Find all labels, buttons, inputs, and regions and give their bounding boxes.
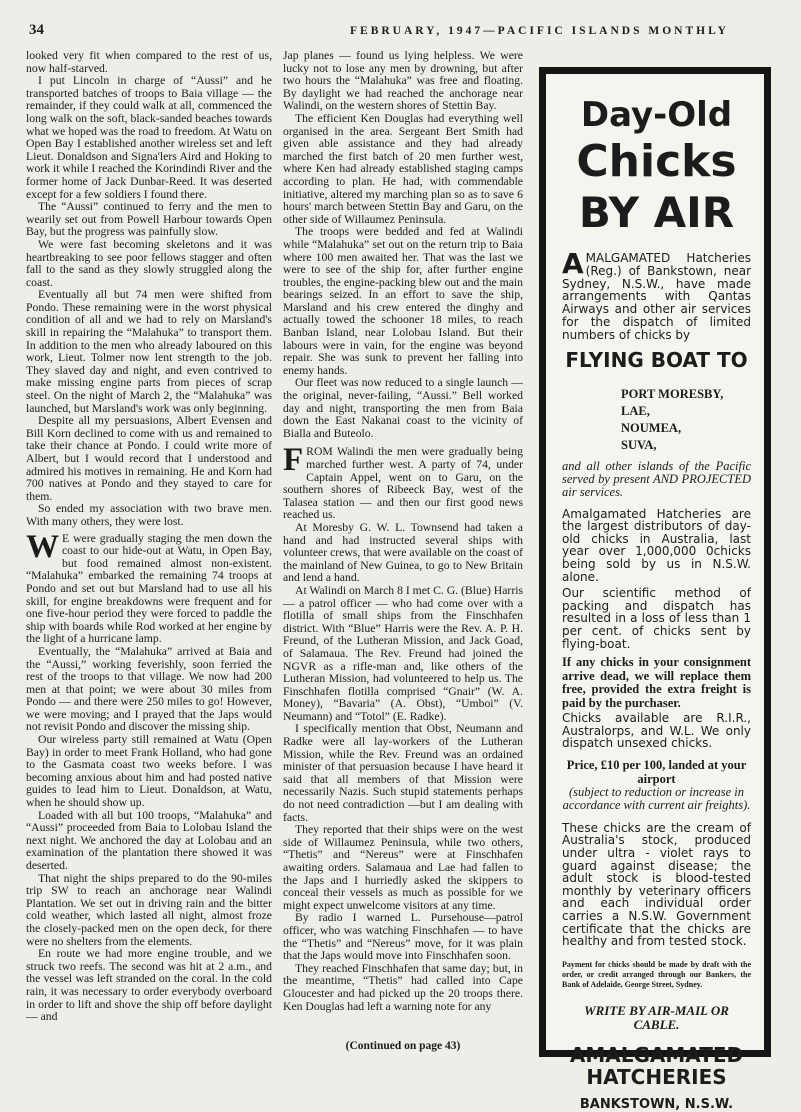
paragraph-text: E were gradually staging the men down the coast to our hide-out at Watu, in Open Bay, but food remained almost non-existent. “Malahuka” embarked the remaining 74 troops at Pondo and set out but Marsland had to use all his skill, for engine breakdowns were frequent and for one five-hour period they were forced to paddle the ship with boards while Rod worked at her engine by the light of a hurricane lamp.	[26, 531, 272, 646]
ad-headline-line-3: BY AIR	[578, 188, 735, 237]
paragraph-text: ROM Walindi the men were gradually being marched further west. A party of 74, under Captain Appel, went on to Garu, on the southern shores of Ribeeck Bay, west of the Talasea station — and then our first good news reached us.	[283, 445, 523, 522]
ad-destination: SUVA,	[621, 437, 657, 452]
paragraph: They reached Finschhafen that same day; but, in the meantime, “Thetis” had called into Cape Gloucester and had picked up the 20 troops there. Ken Douglas had left a warning note for any	[283, 961, 523, 1013]
ad-payment-note: Payment for chicks should be made by draft with the order, or credit arranged through our Bankers, the Bank of Adelaide, George Street, Sydney.	[562, 959, 751, 989]
paragraph: En route we had more engine trouble, and we struck two reefs. The second was hit at 2 a.m., and the vessel was left stranded on the coral. In the cold rain, it was necessary to order everybody overboard in order to lift and shove the ship off before daylight — and	[26, 947, 272, 1024]
article-column-1	[26, 50, 272, 1024]
ad-intro	[562, 247, 751, 342]
ad-quality-text: These chicks are the cream of Australia's stock, produced under ultra - violet rays to guard against disease; the adult stock is blood-tested monthly by veterinary officers and each individual order carries a N.S.W. Government certificate that the chicks are healthy and from tested stock.	[562, 820, 751, 949]
ad-company-name: AMALGAMATED HATCHERIES	[569, 1042, 744, 1089]
paragraph: looked very fit when compared to the rest of us, now half-starved.	[26, 49, 272, 75]
ad-price: Price, £10 per 100, landed at your airport	[566, 757, 747, 786]
ad-destination: PORT MORESBY,	[621, 386, 724, 401]
ad-headline-line-2: Chicks	[576, 136, 737, 187]
paragraph: The “Aussi” continued to ferry and the men to wearily set out from Powell Harbour towards Open Bay, but the progress was painfully slow.	[26, 200, 272, 239]
paragraph: Our wireless party still remained at Watu (Open Bay) in order to meet Frank Holland, who had gone to the Gasmata coast two weeks before. I was becoming anxious about him and had posted native guides to lead him to Lieut. Donaldson, at Watu, when he should show up.	[26, 733, 272, 810]
ad-replace-text: If any chicks in your consignment arrive dead, we will replace them free, provided the extra freight is paid by the purchaser.	[562, 655, 751, 710]
ad-intro-text: MALGAMATED Hatcheries (Reg.) of Bankstown, near Sydney, N.S.W., have made arrangements with Qantas Airways and other air services for the dispatch of limited numbers of chicks by	[562, 251, 751, 342]
page-header	[0, 20, 801, 44]
article-column-2	[283, 50, 523, 1013]
ad-contact-instruction: WRITE BY AIR-MAIL OR CABLE.	[584, 1002, 729, 1032]
paragraph: They reported that their ships were on the west side of Willaumez Peninsula, while two others, “Thetis” and “Nereus” were at Finschhafen awaiting orders. Salamaua and Lae had fallen to the Japs and I hurriedly asked the skippers to conceal their vessels as much as possible for we might expect unwelcome visitors at any time.	[283, 823, 523, 912]
paragraph: Despite all my persuasions, Albert Evensen and Bill Korn declined to come with us and remained to take their chance at Pondo. I could write more of Albert, but I would record that I understood and admired his motives in remaining. He and Korn had 700 natives at Pondo and they stayed to care for them.	[26, 414, 272, 503]
ad-destination: NOUMEA,	[621, 420, 682, 435]
continued-note: (Continued on page 43)	[345, 1040, 461, 1052]
ad-headline-line-1: Day-Old	[580, 95, 733, 135]
drop-cap: F	[283, 442, 304, 479]
paragraph: Eventually, the “Malahuka” arrived at Baia and the “Aussi,” working feverishly, soon ferried the rest of the troops to that village. We now had 200 men at that point; we were about 30 miles from Pondo — and there were 250 miles to go! However, we were moving; and I prayed that the Japs would not revisit Pondo and discover the missing ship.	[26, 644, 272, 734]
ad-available-text: Chicks available are R.I.R., Australorps, and W.L. We only dispatch unsexed chicks.	[562, 711, 751, 751]
ad-drop-cap: A	[562, 247, 584, 280]
paragraph: So ended my association with two brave men. With many others, they were lost.	[26, 502, 272, 528]
drop-cap: W	[26, 528, 59, 565]
paragraph: The efficient Ken Douglas had everything well organised in the area. Sergeant Bert Smith had given able assistance and they had already marched the first batch of 20 men further west, where Ken had already established staging camps according to plan. He had, with commendable initiative, altered my marching plan so as to save 6 hours' march between Stettin Bay and Garu, on the other side of Willaumez Peninsula.	[283, 111, 523, 226]
ad-company-location: BANKSTOWN, N.S.W.	[579, 1096, 734, 1112]
paragraph: At Walindi on March 8 I met C. G. (Blue) Harris — a patrol officer — who had come over with a flotilla of small ships from the Finschhafen district. With “Blue” Harris were the Rev. A. P. H. Freund, of the Lutheran Mission, and Jack Goad, of Salamaua. The Rev. Freund had joined the NGVR as a rifle-man and, like others of the Lutheran Mission, had volunteered to help us. The Finschhafen flotilla comprised “Gnair” (W. A. Money), “Bavaria” (A. Obst), “Umboi” (V. Neumann) and “Totol” (E. Radke).	[283, 583, 524, 723]
paragraph: By radio I warned L. Pursehouse—patrol officer, who was watching Finschhafen — to have the “Thetis” and “Nereus” move, for it was plain that the Japs would move into Finschhafen soon.	[283, 911, 523, 963]
paragraph: Loaded with all but 100 troops, “Malahuka” and “Aussi” proceeded from Baia to Lolobau Island the next night. We anchored the day at Lolobau and an examination of the plantation there showed it was deserted.	[26, 808, 272, 872]
page-number: 34	[29, 22, 44, 38]
ad-flying-boat-heading: FLYING BOAT TO	[565, 347, 748, 372]
ad-destination-list	[621, 386, 751, 454]
advertisement-inner	[546, 74, 764, 1112]
ad-price-note: (subject to reduction or increase in accordance with current air freights).	[562, 784, 751, 812]
paragraph: That night the ships prepared to do the 90-miles trip SW to reach an anchorage near Walindi Plantation. We set out in driving rain and the bitter cold weather, which lasted all night, almost froze the closely-packed men on the open deck, for there were no shelters from the elements.	[26, 871, 272, 948]
paragraph: Jap planes — found us lying helpless. We were lucky not to lose any men by drowning, but after two hours the “Malahuka” was free and floating. By daylight we had reached the anchorage near Walindi, on the western shores of Stettin Bay.	[283, 49, 523, 113]
section-paragraph	[283, 442, 523, 522]
paragraph: I specifically mention that Obst, Neumann and Radke were all lay-workers of the Lutheran Mission, while the Rev. Freund was an ordained minister of that persuasion because I have heard it said that all members of that Mission were necessarily Nazis. Such stupid statements perhaps do not need contradiction —but I am dealing with facts.	[283, 722, 523, 824]
ad-method-text: Our scientific method of packing and dispatch has resulted in a loss of less than 1 per cent. of chicks sent by flying-boat.	[562, 586, 751, 651]
paragraph: The troops were bedded and fed at Walindi while “Malahuka” set out on the return trip to Baia where 100 men awaited her. That was the last we were to see of the ship for, after further engine troubles, the engine-packing blew out and the main bearings seized. In an effort to save the ship, Marsland and his crew entered the dinghy and actually towed the schooner 18 miles, to reach Banban Island, near Lolobau Island. But their labours were in vain, for the engine was beyond repair. She was sunk to prevent her falling into enemy hands.	[283, 225, 523, 377]
section-paragraph	[26, 528, 272, 646]
paragraph: At Moresby G. W. L. Townsend had taken a hand and had instructed several ships with volunteer crews, that were available on the coast of the mainland of New Guinea, to go to New Britain and lend a hand.	[283, 520, 523, 585]
advertisement	[539, 67, 771, 1112]
paragraph: Eventually all but 74 men were shifted from Pondo. These remaining were in the worst physical condition of all and we had to rely on Marsland's skill in repairing the “Malahuka” to transport them. In addition to the men who already laboured on this work, Lieut. Tolmer now lent strength to the job. They slaved day and night, and even contrived to make missing engine parts from pieces of scrap steel. On the night of March 2, the “Malahuka” was launched, but Marsland's work was only beginning.	[26, 288, 272, 415]
ad-distributors-text: Amalgamated Hatcheries are the largest distributors of day-old chicks in Australia, last year over 1,000,000 0chicks being sold by us in N.S.W. alone.	[562, 506, 751, 584]
paragraph: I put Lincoln in charge of “Aussi” and he transported batches of troops to Baia village — the remainder, if they could walk at all, commenced the long walk on the soft, black-sanded beaches towards what we hoped was the road to freedom. At Watu on Open Bay I established another wireless set and left Lieut. Donaldson and Signa'lers Aird and Hoking to work it while I reached the Korindindi River and the former home of Jack Dunbar-Reed. It was deserted except for a few soldiers I found there.	[26, 74, 273, 201]
ad-islands-text: and all other islands of the Pacific served by present AND PROJECTED air services.	[562, 458, 751, 499]
paragraph: We were fast becoming skeletons and it was heartbreaking to see poor fellows stagger and often fall to the sand as they slowly struggled along the coast.	[26, 237, 272, 289]
ad-destination: LAE,	[621, 403, 650, 418]
paragraph: Our fleet was now reduced to a single launch — the original, never-failing, “Aussi.” Bell worked day and night, transporting the men from Baia down the East Nakanai coast to the vicinity of Bialla and Buteolo.	[283, 376, 523, 440]
running-title: FEBRUARY, 1947—PACIFIC ISLANDS MONTHLY	[350, 25, 729, 37]
